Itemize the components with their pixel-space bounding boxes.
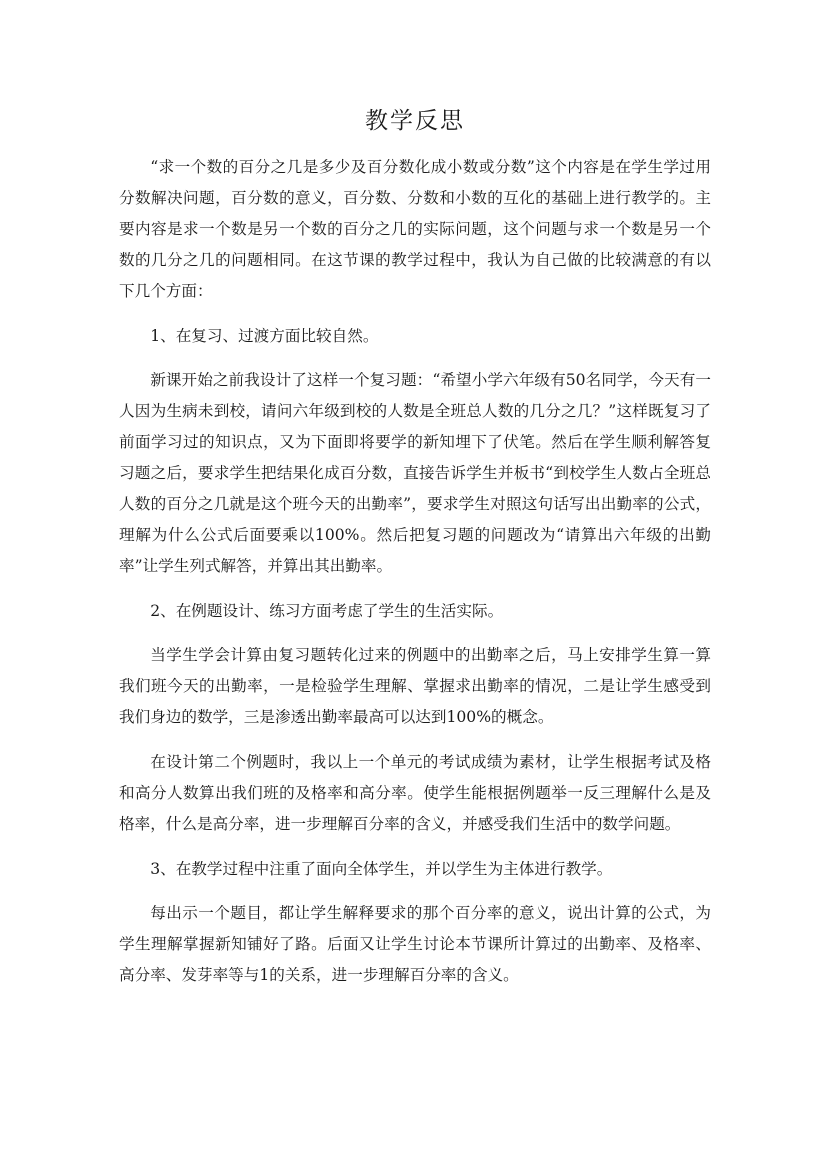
point-2-paragraph-2: 在设计第二个例题时，我以上一个单元的考试成绩为素材，让学生根据考试及格和高分人数算出我们班的及格率和高分率。使学生能根据例题举一反三理解什么是及格率，什么是高分率，进一步理解百分率的含义，并感受我们生活中的数学问题。 (119, 753, 711, 833)
document-title: 教学反思 (365, 108, 465, 134)
point-2-heading: 2、在例题设计、练习方面考虑了学生的生活实际。 (150, 602, 504, 620)
point-1-paragraph: 新课开始之前我设计了这样一个复习题：“希望小学六年级有50名同学，今天有一人因为生病未到校，请问六年级到校的人数是全班总人数的几分之几？”这样既复习了前面学习过的知识点，又为下面即将要学的新知埋下了伏笔。然后在学生顺利解答复习题之后，要求学生把结果化成百分数，直接告诉学生并板书“到校学生人数占全班总人数的百分之几就是这个班今天的出勤率”，要求学生对照这句话写出出勤率的公式，理解为什么公式后面要乘以100%。然后把复习题的问题改为“请算出六年级的出勤率”让学生列式解答，并算出其出勤率。 (119, 371, 711, 575)
intro-paragraph: “求一个数的百分之几是多少及百分数化成小数或分数”这个内容是在学生学过用分数解决问题，百分数的意义，百分数、分数和小数的互化的基础上进行教学的。主要内容是求一个数是另一个数的百分之几的实际问题，这个问题与求一个数是另一个数的几分之几的问题相同。在这节课的教学过程中，我认为自己做的比较满意的有以下几个方面： (119, 158, 711, 300)
point-1-heading: 1、在复习、过渡方面比较自然。 (150, 327, 379, 345)
point-3-paragraph: 每出示一个题目，都让学生解释要求的那个百分率的意义，说出计算的公式，为学生理解掌握新知铺好了路。后面又让学生讨论本节课所计算过的出勤率、及格率、高分率、发芽率等与1的关系，进一步理解百分率的含义。 (119, 904, 711, 984)
point-2-paragraph-1: 当学生学会计算由复习题转化过来的例题中的出勤率之后，马上安排学生算一算我们班今天的出勤率，一是检验学生理解、掌握求出勤率的情况，二是让学生感受到我们身边的数学，三是渗透出勤率最高可以达到100%的概念。 (119, 646, 711, 726)
point-3-heading: 3、在教学过程中注重了面向全体学生，并以学生为主体进行教学。 (150, 860, 613, 878)
